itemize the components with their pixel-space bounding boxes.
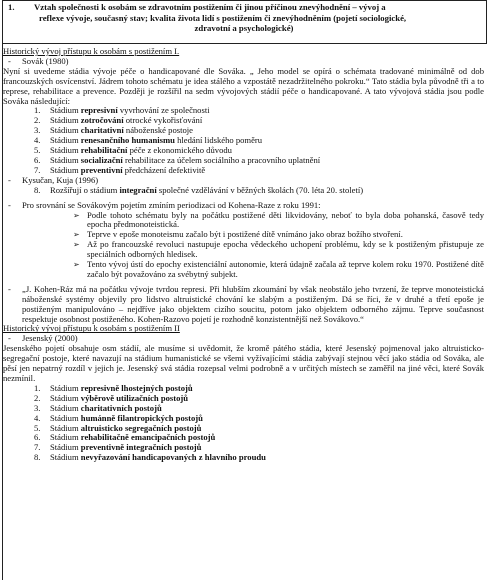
- author-label: Sovák (1980): [22, 55, 69, 66]
- comparison-text: Pro srovnání se Sovákovým pojetím zmíním periodizaci od Kohena-Raze z roku 1991:: [22, 199, 321, 210]
- table-border-right: [486, 0, 487, 44]
- quote-text: „J. Kohen-Ráz má na počátku vývoje tvrdou represi. Při hlubším zkoumání by však neobstálo jeho tvrzení, že teprve monoteistická náboženské systémy objevily pro lidstvo altruistické chování ke slabým a postiženým. Dá se říci, že v druhé a třetí epoše je postiženým manipulováno – nejdříve jako objektem cizího soucitu, potom jako objektem odborného zájmu. Teprve současnost respektuje osobnost postiženého. Kohen-Razovo pojetí je rozhodně konzistentnější než Sovákovo.“: [22, 283, 484, 324]
- list-item: 7. Stádium preventivně integračních postojů: [34, 442, 202, 453]
- list-item: 6. Stádium rehabilitačně emancipačních postojů: [34, 432, 216, 443]
- intro-paragraph: Jesenského pojetí obsahuje osm stádií, ale musíme si uvědomit, že kromě pátého stádia, které Jesenský pojmenoval jako altruisticko-segregační postoje, které navazují na stádium humanistické se všemi vyžívajícími stádia zabývají stejnou věcí jako stádia od Sováka, ale pěsí jen nepatrný rozdíl v jejich je. Jesenský svá stádia rozepsal velmi podrobně a v určitých místech se zaměřil na jiné věci, které Sovák nezmínil.: [3, 343, 484, 383]
- list-item: ➢ Podle tohoto schématu byly na počátku postižené děti likvidovány, neboť to byla doba pohanská, časově tedy epocha předmonoteistická.: [73, 209, 484, 230]
- dash-bullet: -: [8, 283, 11, 294]
- dash-bullet: -: [8, 174, 11, 185]
- author-label: Jesenský (2000): [22, 333, 78, 344]
- list-item: 2. Stádium výběrově utilizačních postojů: [34, 392, 189, 403]
- arrow-bullet-icon: ➢: [73, 240, 80, 250]
- arrow-bullet-icon: ➢: [73, 210, 80, 220]
- list-item: 8. Rozšířují o stádium integrační společné vzdělávání v běžných školách (70. léta 20. století): [34, 184, 364, 195]
- table-border-top: [2, 0, 486, 1]
- list-item: 5. Stádium altruisticko segregačních postojů: [34, 422, 202, 433]
- list-item: 3. Stádium charitativní náboženské postoje: [34, 125, 193, 136]
- title-line-3: zdravotní a psychologické): [194, 23, 294, 34]
- document-body: [3, 47, 484, 463]
- list-item: 2. Stádium zotročování otrocké vykořisťování: [34, 115, 203, 126]
- list-item: 8. Stádium nevyřazování handicapovaných z hlavního proudu: [34, 452, 266, 463]
- title-cell-border: [2, 43, 486, 44]
- intro-paragraph: Nyní si uvedeme stádia vývoje péče o handicapované dle Sováka. „ Jeho model se opírá o schémata tradované minimálně od dob francouzských osvícenství. Jádrem tohoto schématu je idea stálého a vzpostátě nezadržitelného pokroku.“ Tato stádia byla původně tři a to represe, rehabilitace a prevence. Později je rozšířil na sedm vývojových stádií péče o handicapované. A tato vývojová stádia jsou podle Sováka následující:: [3, 65, 484, 106]
- jesensky-stage-list: [3, 384, 484, 463]
- list-item: ➢ Tento vývoj ústí do epochy existenciální autonomie, která údajně začala až teprve kolem roku 1970. Postižené dítě začalo být považováno za svébytný subjekt.: [73, 259, 484, 279]
- arrow-bullet-icon: ➢: [73, 260, 80, 270]
- list-item: 1. Stádium represivně lhostejných postojů: [34, 382, 193, 393]
- question-title: [8, 2, 480, 34]
- title-line-2: reflexe vývoje, současný stav; kvalita života lidí s postižením či znevýhodněním (pojetí sociologické,: [39, 12, 407, 23]
- author-label: Kysučan, Kuja (1996): [22, 174, 99, 185]
- list-item: 5. Stádium rehabilitační péče z ekonomického důvodu: [34, 145, 232, 156]
- list-item: 4. Stádium humánně filantropických postojů: [34, 412, 203, 423]
- list-item: 3. Stádium charitativních postojů: [34, 402, 162, 413]
- list-item: 4. Stádium renesančního humanismu hledání lidského poměru: [34, 135, 263, 146]
- list-item: 6. Stádium socializační rehabilitace za účelem sociálního a pracovního uplatnění: [34, 154, 321, 165]
- list-item: 1. Stádium represivní vyvrhování ze společnosti: [34, 105, 210, 116]
- title-line-1: Vztah společnosti k osobám se zdravotním postižením či jinou příčinou znevýhodnění – vývoj a: [34, 2, 386, 12]
- dash-bullet: -: [8, 333, 11, 344]
- section-heading-1: Historický vývoj přístupu k osobám s postižením I.: [3, 46, 180, 56]
- quote-item: [3, 285, 484, 325]
- list-item: 7. Stádium preventivní předcházení defektivitě: [34, 164, 206, 175]
- arrow-bullet-icon: ➢: [73, 230, 80, 240]
- sovak-stage-list: [3, 106, 484, 175]
- dash-bullet: -: [8, 199, 11, 210]
- list-item: ➢ Až po francouzské revoluci nastupuje epocha vědeckého uchopení problému, kdy se k postiženým přistupuje ze speciálních odborných hledisek.: [73, 239, 484, 260]
- integration-stage: [3, 186, 484, 196]
- author-item: [3, 57, 484, 67]
- dash-bullet: -: [8, 55, 11, 66]
- kohen-raz-list: [3, 211, 484, 280]
- author-item: [3, 334, 484, 344]
- list-item: ➢ Teprve v epoše monoteismu začalo být i postižené dítě vnímáno jako obraz božího stvoření.: [73, 229, 403, 240]
- section-heading-2: Historický vývoj přístupu k osobám s postižením II: [3, 323, 180, 334]
- question-number: 1.: [8, 2, 15, 12]
